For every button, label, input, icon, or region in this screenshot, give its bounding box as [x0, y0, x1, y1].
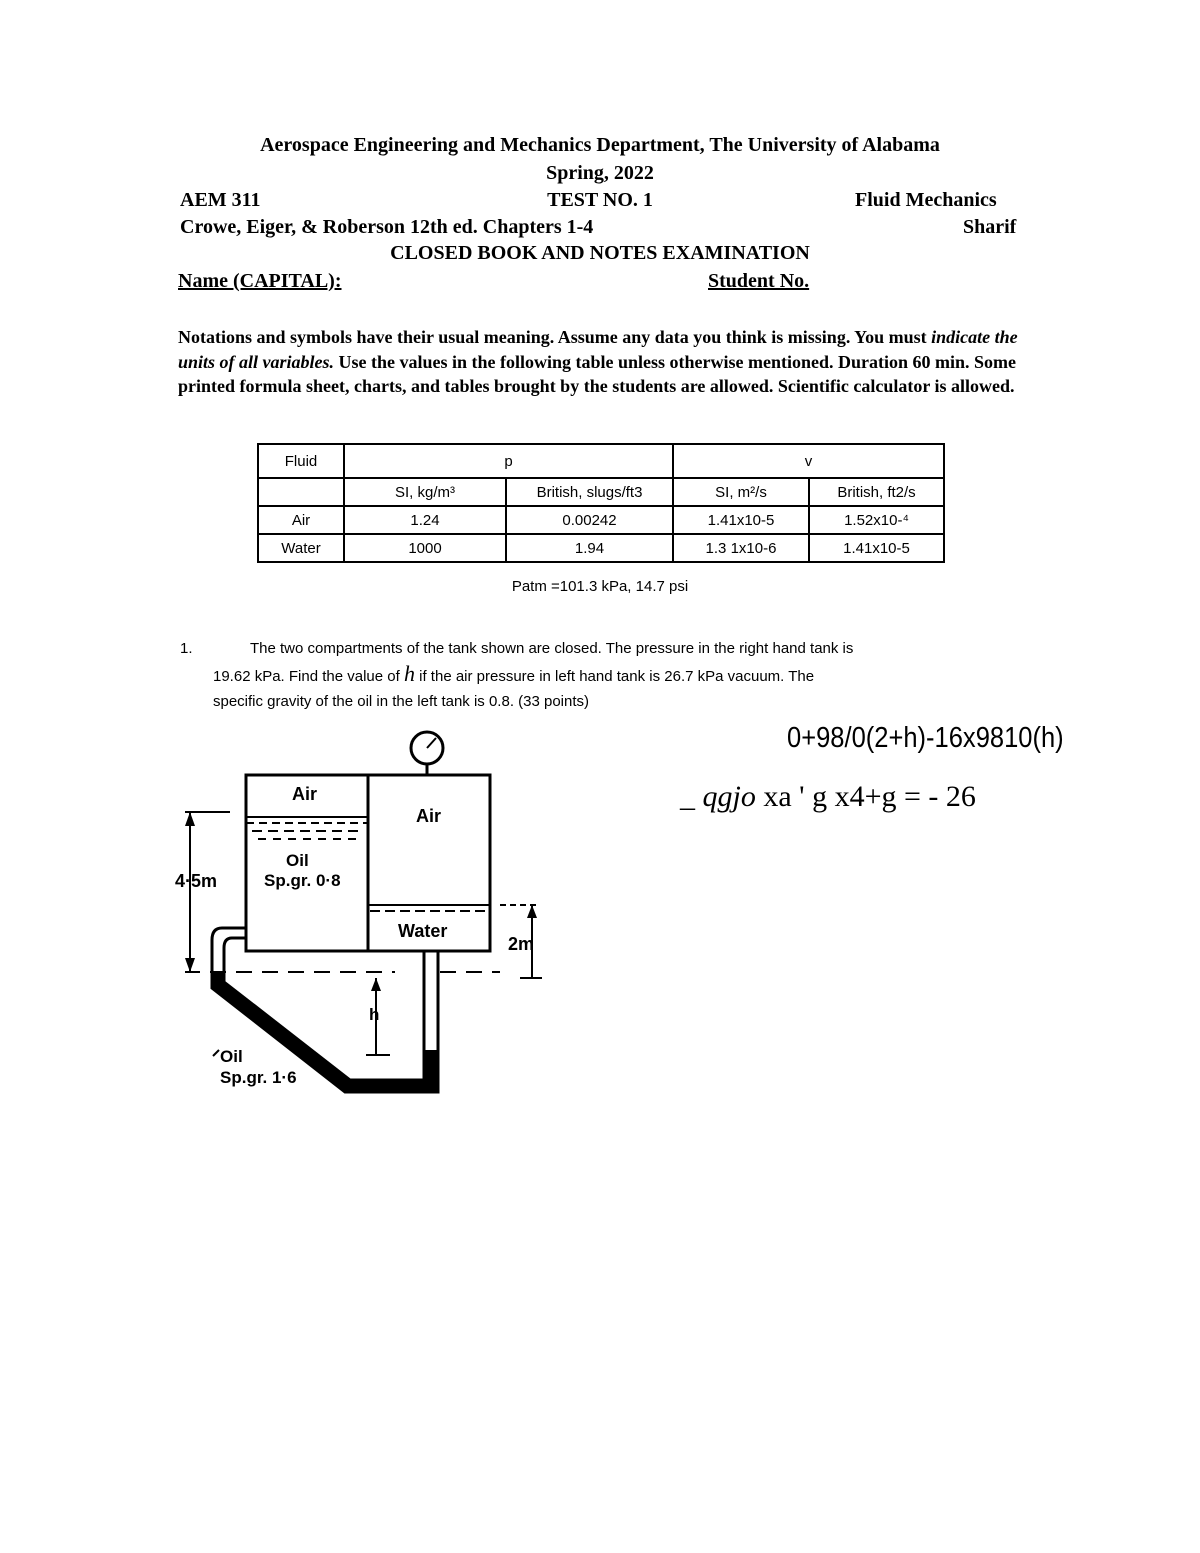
handwritten-part: xa ' g x4+g = - 26 [755, 780, 976, 813]
table-cell: 1.41x10-5 [809, 534, 944, 562]
h-symbol: h [403, 661, 415, 686]
exam-type: CLOSED BOOK AND NOTES EXAMINATION [390, 242, 810, 264]
department-title: Aerospace Engineering and Mechanics Department, The University of Alabama [260, 134, 940, 156]
course-code: AEM 311 [180, 189, 261, 211]
h-label: h [369, 1005, 380, 1024]
question-line-3: specific gravity of the oil in the left tank is 0.8. (33 points) [213, 693, 590, 710]
instructor: Sharif [963, 216, 1017, 238]
left-air-label: Air [292, 784, 318, 804]
fluid-header: Fluid [258, 444, 344, 478]
question-line-1: The two compartments of the tank shown are closed. The pressure in the right hand tank is [250, 640, 854, 657]
table-cell: 1000 [344, 534, 506, 562]
name-label: Name (CAPITAL): [178, 270, 342, 292]
textbook: Crowe, Eiger, & Roberson 12th ed. Chapters 1-4 [180, 216, 594, 238]
test-number: TEST NO. 1 [547, 189, 653, 211]
table-cell: 1.3 1x10-6 [673, 534, 809, 562]
table-cell: 1.94 [506, 534, 673, 562]
viscosity-header: v [673, 444, 944, 478]
table-cell: Water [258, 534, 344, 562]
student-no-label: Student No. [708, 270, 810, 292]
subject: Fluid Mechanics [855, 189, 997, 211]
table-cell: Air [258, 506, 344, 534]
density-header: p [344, 444, 673, 478]
manometer-sg-label: Sp.gr. 1·6 [220, 1068, 297, 1087]
manometer-oil-label: Oil [220, 1047, 243, 1066]
table-cell: 1.41x10-5 [673, 506, 809, 534]
atmospheric-pressure: Patm =101.3 kPa, 14.7 psi [511, 578, 689, 595]
instructions-emphasis: indicate the units of all variables. [178, 327, 1018, 372]
oil-label: Oil [286, 851, 309, 870]
water-label: Water [398, 921, 448, 941]
question-text: 19.62 kPa. Find the value of [213, 668, 404, 685]
question-number: 1. [180, 640, 193, 657]
handwritten-part: _ qgjo [680, 780, 756, 813]
subheader-cell: SI, kg/m³ [344, 478, 506, 506]
table-cell: 0.00242 [506, 506, 673, 534]
subheader-cell: British, slugs/ft3 [506, 478, 673, 506]
question-text: if the air pressure in left hand tank is 26.7 kPa vacuum. The [414, 668, 815, 685]
instructions-text-1: Notations and symbols have their usual meaning. Assume any data you think is missing. You must [178, 327, 932, 347]
table-cell: 1.24 [344, 506, 506, 534]
oil-sg-label: Sp.gr. 0·8 [264, 871, 341, 890]
handwritten-equation-1: 0+98/0(2+h)-16x9810(h) [787, 722, 1064, 754]
subheader-cell: British, ft2/s [809, 478, 944, 506]
dimension-4-5m: 4·5m [175, 871, 218, 891]
table-cell: 1.52x10-⁴ [809, 506, 944, 534]
right-air-label: Air [416, 806, 442, 826]
dimension-2m: 2m [508, 934, 535, 954]
semester: Spring, 2022 [546, 162, 654, 184]
subheader-cell: SI, m²/s [673, 478, 809, 506]
instructions-text-2: Use the values in the following table unless otherwise mentioned. Duration 60 min. Some printed formula sheet, charts, and tables brought by the students are allowed. Scientific calculator is allowed. [178, 351, 1017, 396]
